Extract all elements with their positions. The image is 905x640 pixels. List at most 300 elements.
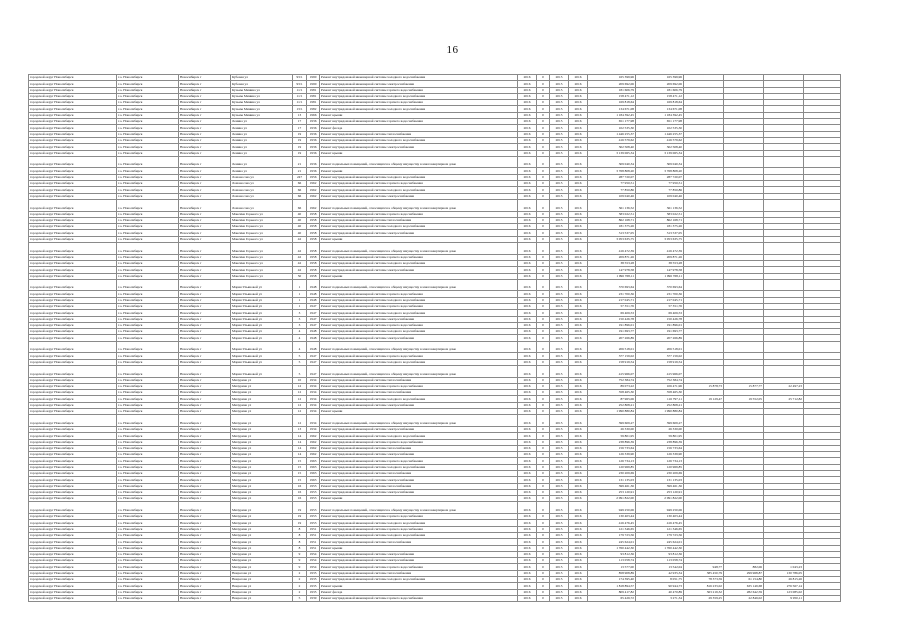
cell-year-start: 2015 [550, 230, 569, 236]
cell-cost-extra-2 [724, 415, 764, 427]
cell-year-start: 2015 [550, 329, 569, 335]
cell-cost-total: 169 818,64 [588, 100, 636, 106]
cell-build-year: 1947 [307, 303, 320, 309]
cell-street: Мичурина ул [231, 433, 293, 439]
cell-year: 2016 [518, 174, 537, 180]
cell-work-type: Ремонт крыши [320, 112, 518, 118]
cell-locality: г.о. Новосибирск [117, 87, 179, 93]
cell-locality: г.о. Новосибирск [117, 514, 179, 520]
cell-city: Новосибирск г [179, 174, 231, 180]
cell-locality: г.о. Новосибирск [117, 303, 179, 309]
cell-year-start: 2015 [550, 483, 569, 489]
cell-city: Новосибирск г [179, 329, 231, 335]
cell-locality: г.о. Новосибирск [117, 316, 179, 322]
cell-count: 0 [537, 570, 550, 576]
cell-district: городской округ Новосибирск [29, 297, 117, 303]
cell-build-year: 1981 [307, 93, 320, 99]
cell-year-start: 2015 [550, 359, 569, 365]
cell-city: Новосибирск г [179, 564, 231, 570]
cell-street: Ломоносова ул [231, 187, 293, 193]
cell-locality: г.о. Новосибирск [117, 260, 179, 266]
cell-cost-owners: 309 040,34 [636, 156, 684, 168]
cell-build-year: 1958 [307, 236, 320, 242]
cell-cost-extra-3 [764, 243, 804, 255]
cell-count: 0 [537, 532, 550, 538]
cell-count: 0 [537, 273, 550, 279]
cell-locality: г.о. Новосибирск [117, 211, 179, 217]
cell-count: 0 [537, 144, 550, 150]
cell-cost-total: 231 700,36 [588, 291, 636, 297]
cell-street: Мичурина ул [231, 426, 293, 432]
cell-cost-total: 370 693,64 [588, 279, 636, 291]
cell-city: Новосибирск г [179, 236, 231, 242]
cell-cost-total: 65 426,72 [588, 595, 636, 601]
cell-street: Мичурина ул [231, 471, 293, 477]
cell-work-type: Ремонт крыши [320, 150, 518, 156]
cell-locality: г.о. Новосибирск [117, 236, 179, 242]
cell-cost-total: 191 693,77 [588, 329, 636, 335]
cell-locality: г.о. Новосибирск [117, 267, 179, 273]
cell-cost-total: 361 136,52 [588, 199, 636, 211]
cell-work-type: Ремонт внутридомовой инженерной системы электроснабжения [320, 193, 518, 199]
cell-year: 2016 [518, 181, 537, 187]
cell-cost-total: 158 471,12 [588, 93, 636, 99]
cell-build-year: 1990 [307, 81, 320, 87]
cell-year-end: 2016 [569, 558, 588, 564]
cell-cost-owners: 245 624,01 [636, 539, 684, 545]
cell-year-end: 2016 [569, 583, 588, 589]
cell-cost-owners: 2 091 822,00 [636, 496, 684, 502]
cell-street: Мичурина ул [231, 415, 293, 427]
cell-year: 2016 [518, 156, 537, 168]
cell-year: 2016 [518, 168, 537, 174]
cell-city: Новосибирск г [179, 150, 231, 156]
cell-locality: г.о. Новосибирск [117, 150, 179, 156]
cell-year-start: 2015 [550, 260, 569, 266]
cell-district: городской округ Новосибирск [29, 211, 117, 217]
cell-cost-owners: 13 542,04 [636, 564, 684, 570]
cell-locality: г.о. Новосибирск [117, 426, 179, 432]
cell-count: 0 [537, 390, 550, 396]
cell-cost-total: 179 723,56 [588, 532, 636, 538]
cell-work-type: Ремонт внутридомовой инженерной системы горячего водоснабжения [320, 564, 518, 570]
cell-year-end: 2016 [569, 119, 588, 125]
cell-work-type: Ремонт крыши [320, 273, 518, 279]
cell-cost-owners: 42 935,34 [636, 570, 684, 576]
cell-build-year: 1963 [307, 464, 320, 470]
cell-locality: г.о. Новосибирск [117, 100, 179, 106]
cell-year: 2016 [518, 532, 537, 538]
cell-year: 2016 [518, 150, 537, 156]
register-table-body [29, 75, 841, 602]
cell-count: 0 [537, 564, 550, 570]
cell-cost-extra-2 [724, 341, 764, 353]
table-row [29, 243, 841, 255]
cell-cost-total: 651 177,98 [588, 119, 636, 125]
cell-build-year: 1948 [307, 297, 320, 303]
cell-district: городской округ Новосибирск [29, 112, 117, 118]
cell-build-year: 1936 [307, 156, 320, 168]
cell-district: городской округ Новосибирск [29, 181, 117, 187]
cell-house: 9 [293, 551, 307, 557]
cell-cost-owners: 102 535,30 [636, 125, 684, 131]
cell-work-type: Ремонт внутридомовой инженерной системы холодного водоснабжения [320, 174, 518, 180]
cell-work-type: Ремонт внутридомовой инженерной системы горячего водоснабжения [320, 100, 518, 106]
cell-year-end: 2016 [569, 483, 588, 489]
cell-cost-total: 209 692,06 [588, 81, 636, 87]
cell-cost-total: 1 760 442,30 [588, 545, 636, 551]
cell-cost-owners: 38 553,28 [636, 260, 684, 266]
cell-cost-owners: 40 470,89 [636, 589, 684, 595]
cell-street: Кузьмы Минина ул [231, 87, 293, 93]
cell-year-end: 2016 [569, 243, 588, 255]
cell-house: 21 [293, 168, 307, 174]
cell-locality: г.о. Новосибирск [117, 112, 179, 118]
cell-work-type: Ремонт подвальных помещений, относящихся к общему имуществу в многоквартирном доме [320, 415, 518, 427]
cell-cost-extra-3 [764, 365, 804, 377]
cell-count: 0 [537, 445, 550, 451]
cell-cost-extra-3 [764, 156, 804, 168]
cell-build-year: 1951 [307, 545, 320, 551]
cell-city: Новосибирск г [179, 502, 231, 514]
cell-cost-extra-1: 948,77 [684, 564, 724, 570]
cell-build-year: 1981 [307, 100, 320, 106]
cell-count: 0 [537, 526, 550, 532]
cell-street: Мичурина ул [231, 502, 293, 514]
cell-year-end: 2016 [569, 211, 588, 217]
cell-locality: г.о. Новосибирск [117, 217, 179, 223]
cell-build-year: 1963 [307, 477, 320, 483]
cell-work-type: Ремонт внутридомовой инженерной системы теплоснабжения [320, 445, 518, 451]
cell-cost-total: 181 375,26 [588, 224, 636, 230]
table-row [29, 341, 841, 353]
cell-year-start: 2015 [550, 439, 569, 445]
cell-street: Мичурина ул [231, 402, 293, 408]
cell-cost-extra-1: 29 359,25 [684, 595, 724, 601]
cell-cost-total: 158 919,54 [588, 359, 636, 365]
cell-count: 0 [537, 489, 550, 495]
cell-year-start: 2015 [550, 539, 569, 545]
cell-cost-owners: 93 812,36 [636, 551, 684, 557]
cell-count: 0 [537, 409, 550, 415]
cell-year-end: 2016 [569, 193, 588, 199]
cell-city: Новосибирск г [179, 377, 231, 383]
cell-house: 12 [293, 390, 307, 396]
cell-cost-owners: 191 896,01 [636, 322, 684, 328]
cell-city: Новосибирск г [179, 106, 231, 112]
cell-year: 2016 [518, 496, 537, 502]
cell-cost-owners: 361 136,52 [636, 199, 684, 211]
cell-year-end: 2016 [569, 439, 588, 445]
cell-cost-total: 2 091 822,00 [588, 496, 636, 502]
cell-district: городской округ Новосибирск [29, 365, 117, 377]
cell-cost-extra-2 [724, 365, 764, 377]
cell-build-year: 1954 [307, 558, 320, 564]
cell-locality: г.о. Новосибирск [117, 335, 179, 341]
cell-year-start: 2015 [550, 322, 569, 328]
cell-cost-total: 209 871,26 [588, 254, 636, 260]
cell-year-end: 2016 [569, 396, 588, 402]
cell-year-end: 2016 [569, 471, 588, 477]
cell-district: городской округ Новосибирск [29, 310, 117, 316]
cell-city: Новосибирск г [179, 415, 231, 427]
cell-district: городской округ Новосибирск [29, 236, 117, 242]
cell-locality: г.о. Новосибирск [117, 409, 179, 415]
cell-count: 0 [537, 137, 550, 143]
cell-city: Новосибирск г [179, 144, 231, 150]
cell-build-year: 1958 [307, 211, 320, 217]
cell-district: городской округ Новосибирск [29, 477, 117, 483]
cell-city: Новосибирск г [179, 471, 231, 477]
cell-city: Новосибирск г [179, 187, 231, 193]
cell-house: 42 [293, 260, 307, 266]
cell-work-type: Ремонт внутридомовой инженерной системы горячего водоснабжения [320, 383, 518, 389]
cell-cost-total: 181 606,79 [588, 87, 636, 93]
cell-work-type: Ремонт внутридомовой инженерной системы горячего водоснабжения [320, 254, 518, 260]
cell-year-end: 2016 [569, 402, 588, 408]
cell-year-start: 2015 [550, 458, 569, 464]
cell-cost-owners: 77 850,86 [636, 187, 684, 193]
cell-city: Новосибирск г [179, 589, 231, 595]
cell-street: Ленина ул [231, 131, 293, 137]
cell-district: городской округ Новосибирск [29, 489, 117, 495]
cell-count: 0 [537, 310, 550, 316]
cell-district: городской округ Новосибирск [29, 273, 117, 279]
cell-year-start: 2015 [550, 502, 569, 514]
cell-work-type: Ремонт внутридомовой инженерной системы горячего водоснабжения [320, 526, 518, 532]
cell-district: городской округ Новосибирск [29, 433, 117, 439]
cell-house: 66 [293, 193, 307, 199]
cell-cost-owners: 252 808,21 [636, 402, 684, 408]
cell-year-start: 2015 [550, 551, 569, 557]
cell-count: 0 [537, 471, 550, 477]
cell-city: Новосибирск г [179, 273, 231, 279]
cell-house: 50 [293, 273, 307, 279]
cell-cost-extra-4 [804, 595, 841, 601]
cell-house: 42 [293, 236, 307, 242]
cell-work-type: Ремонт внутридомовой инженерной системы холодного водоснабжения [320, 187, 518, 193]
cell-street: Мичурина ул [231, 514, 293, 520]
cell-count: 0 [537, 520, 550, 526]
cell-cost-owners: 3 139 065,34 [636, 150, 684, 156]
cell-year-end: 2016 [569, 551, 588, 557]
cell-build-year: 1954 [307, 564, 320, 570]
table-row [29, 502, 841, 514]
cell-city: Новосибирск г [179, 445, 231, 451]
cell-district: городской округ Новосибирск [29, 131, 117, 137]
cell-year-start: 2015 [550, 409, 569, 415]
cell-cost-extra-3: 9 950,11 [764, 595, 804, 601]
cell-locality: г.о. Новосибирск [117, 545, 179, 551]
cell-cost-total: 156 733,64 [588, 445, 636, 451]
cell-street: Мичурина ул [231, 464, 293, 470]
cell-year-end: 2016 [569, 137, 588, 143]
cell-cost-total: 102 535,30 [588, 125, 636, 131]
cell-house: 5 [293, 353, 307, 359]
cell-count: 0 [537, 545, 550, 551]
cell-count: 0 [537, 322, 550, 328]
cell-year-end: 2016 [569, 273, 588, 279]
cell-cost-extra-1: 363 219,32 [684, 589, 724, 595]
cell-year-end: 2016 [569, 520, 588, 526]
cell-year-end: 2016 [569, 433, 588, 439]
cell-locality: г.о. Новосибирск [117, 137, 179, 143]
cell-cost-extra-2: 299 968,87 [724, 570, 764, 576]
cell-work-type: Ремонт внутридомовой инженерной системы холодного водоснабжения [320, 464, 518, 470]
cell-cost-extra-2 [724, 279, 764, 291]
cell-work-type: Ремонт крыши [320, 583, 518, 589]
cell-cost-owners: 1 096 768,11 [636, 273, 684, 279]
cell-year-end: 2016 [569, 310, 588, 316]
cell-build-year: 1935 [307, 583, 320, 589]
cell-build-year: 1958 [307, 267, 320, 273]
cell-cost-owners: 179 723,56 [636, 532, 684, 538]
cell-count: 0 [537, 93, 550, 99]
cell-year: 2016 [518, 383, 537, 389]
cell-city: Новосибирск г [179, 230, 231, 236]
cell-district: городской округ Новосибирск [29, 471, 117, 477]
cell-cost-owners: 207 266,89 [636, 335, 684, 341]
cell-work-type: Ремонт внутридомовой инженерной системы электроснабжения [320, 452, 518, 458]
cell-cost-owners: 165 399,96 [636, 75, 684, 81]
cell-year: 2016 [518, 433, 537, 439]
cell-year-start: 2015 [550, 100, 569, 106]
cell-year-end: 2016 [569, 458, 588, 464]
cell-year: 2016 [518, 273, 537, 279]
cell-cost-total: 1 096 768,11 [588, 273, 636, 279]
cell-work-type: Ремонт внутридомовой инженерной системы электроснабжения [320, 144, 518, 150]
cell-locality: г.о. Новосибирск [117, 93, 179, 99]
cell-city: Новосибирск г [179, 125, 231, 131]
cell-district: городской округ Новосибирск [29, 341, 117, 353]
cell-build-year: 1990 [307, 75, 320, 81]
cell-year-end: 2016 [569, 174, 588, 180]
cell-cost-owners: 156 733,64 [636, 445, 684, 451]
cell-count: 0 [537, 583, 550, 589]
cell-cost-total: 131 135,03 [588, 477, 636, 483]
cell-work-type: Ремонт внутридомовой инженерной системы холодного водоснабжения [320, 75, 518, 81]
cell-year: 2016 [518, 359, 537, 365]
cell-locality: г.о. Новосибирск [117, 564, 179, 570]
cell-street: Мичурина ул [231, 383, 293, 389]
cell-locality: г.о. Новосибирск [117, 310, 179, 316]
cell-count: 0 [537, 365, 550, 377]
cell-build-year: 1963 [307, 471, 320, 477]
cell-cost-owners: 116 797,11 [636, 396, 684, 402]
register-table [28, 74, 841, 602]
cell-cost-owners: 302 508,40 [636, 144, 684, 150]
cell-house: 14 [293, 445, 307, 451]
cell-cost-total: 3 053 635,75 [588, 236, 636, 242]
cell-cost-total: 1 990 880,84 [588, 409, 636, 415]
cell-house: 40 [293, 230, 307, 236]
cell-year-end: 2016 [569, 267, 588, 273]
cell-work-type: Ремонт внутридомовой инженерной системы теплоснабжения [320, 377, 518, 383]
cell-year-end: 2016 [569, 477, 588, 483]
cell-locality: г.о. Новосибирск [117, 595, 179, 601]
cell-year-start: 2015 [550, 144, 569, 150]
cell-count: 0 [537, 156, 550, 168]
cell-build-year: 1962 [307, 199, 320, 211]
cell-locality: г.о. Новосибирск [117, 390, 179, 396]
cell-year: 2016 [518, 217, 537, 223]
cell-build-year: 1962 [307, 181, 320, 187]
cell-build-year: 1947 [307, 353, 320, 359]
cell-year: 2016 [518, 439, 537, 445]
cell-street: Кубовая ул [231, 75, 293, 81]
cell-cost-owners: 416 579,62 [636, 137, 684, 143]
cell-build-year: 1934 [307, 426, 320, 432]
cell-build-year: 1947 [307, 322, 320, 328]
cell-year: 2016 [518, 545, 537, 551]
cell-locality: г.о. Новосибирск [117, 322, 179, 328]
cell-year-start: 2015 [550, 489, 569, 495]
cell-district: городской округ Новосибирск [29, 243, 117, 255]
cell-build-year: 1956 [307, 174, 320, 180]
cell-district: городской округ Новосибирск [29, 291, 117, 297]
cell-build-year: 1951 [307, 526, 320, 532]
cell-district: городской округ Новосибирск [29, 230, 117, 236]
cell-count: 0 [537, 230, 550, 236]
cell-year: 2016 [518, 445, 537, 451]
cell-house: 40 [293, 224, 307, 230]
cell-year: 2016 [518, 502, 537, 514]
cell-street: Ломоносова ул [231, 193, 293, 199]
cell-cost-extra-1: 19 129,47 [684, 396, 724, 402]
cell-street: Мичурина ул [231, 445, 293, 451]
cell-year-end: 2016 [569, 112, 588, 118]
cell-year-end: 2016 [569, 452, 588, 458]
cell-cost-owners: 181 375,26 [636, 224, 684, 230]
cell-locality: г.о. Новосибирск [117, 583, 179, 589]
cell-house: 19 [293, 150, 307, 156]
cell-year-end: 2016 [569, 335, 588, 341]
cell-cost-total: 87 965,06 [588, 396, 636, 402]
cell-street: Ленина ул [231, 150, 293, 156]
cell-locality: г.о. Новосибирск [117, 483, 179, 489]
cell-year-start: 2015 [550, 303, 569, 309]
cell-cost-total: 89 073,22 [588, 383, 636, 389]
cell-city: Новосибирск г [179, 539, 231, 545]
cell-work-type: Ремонт внутридомовой инженерной системы электроснабжения [320, 558, 518, 564]
cell-cost-total: 134 671,08 [588, 106, 636, 112]
cell-year-start: 2015 [550, 589, 569, 595]
cell-street: Максима Горького ул [231, 267, 293, 273]
cell-locality: г.о. Новосибирск [117, 125, 179, 131]
cell-district: городской округ Новосибирск [29, 119, 117, 125]
cell-work-type: Ремонт внутридомовой инженерной системы горячего водоснабжения [320, 514, 518, 520]
cell-cost-total: 583 022,51 [588, 211, 636, 217]
cell-year: 2016 [518, 335, 537, 341]
cell-count: 0 [537, 589, 550, 595]
cell-year-start: 2015 [550, 426, 569, 432]
cell-count: 0 [537, 199, 550, 211]
cell-year: 2016 [518, 260, 537, 266]
cell-cost-owners: 134 671,08 [636, 106, 684, 112]
cell-count: 0 [537, 415, 550, 427]
cell-house: 2 [293, 583, 307, 589]
cell-build-year: 1951 [307, 532, 320, 538]
cell-year-end: 2016 [569, 279, 588, 291]
cell-city: Новосибирск г [179, 520, 231, 526]
cell-count: 0 [537, 439, 550, 445]
cell-cost-owners: 147 978,58 [636, 267, 684, 273]
table-row [29, 199, 841, 211]
cell-count: 0 [537, 514, 550, 520]
cell-cost-extra-3 [764, 279, 804, 291]
cell-cost-owners: 113 058,74 [636, 558, 684, 564]
cell-district: городской округ Новосибирск [29, 396, 117, 402]
